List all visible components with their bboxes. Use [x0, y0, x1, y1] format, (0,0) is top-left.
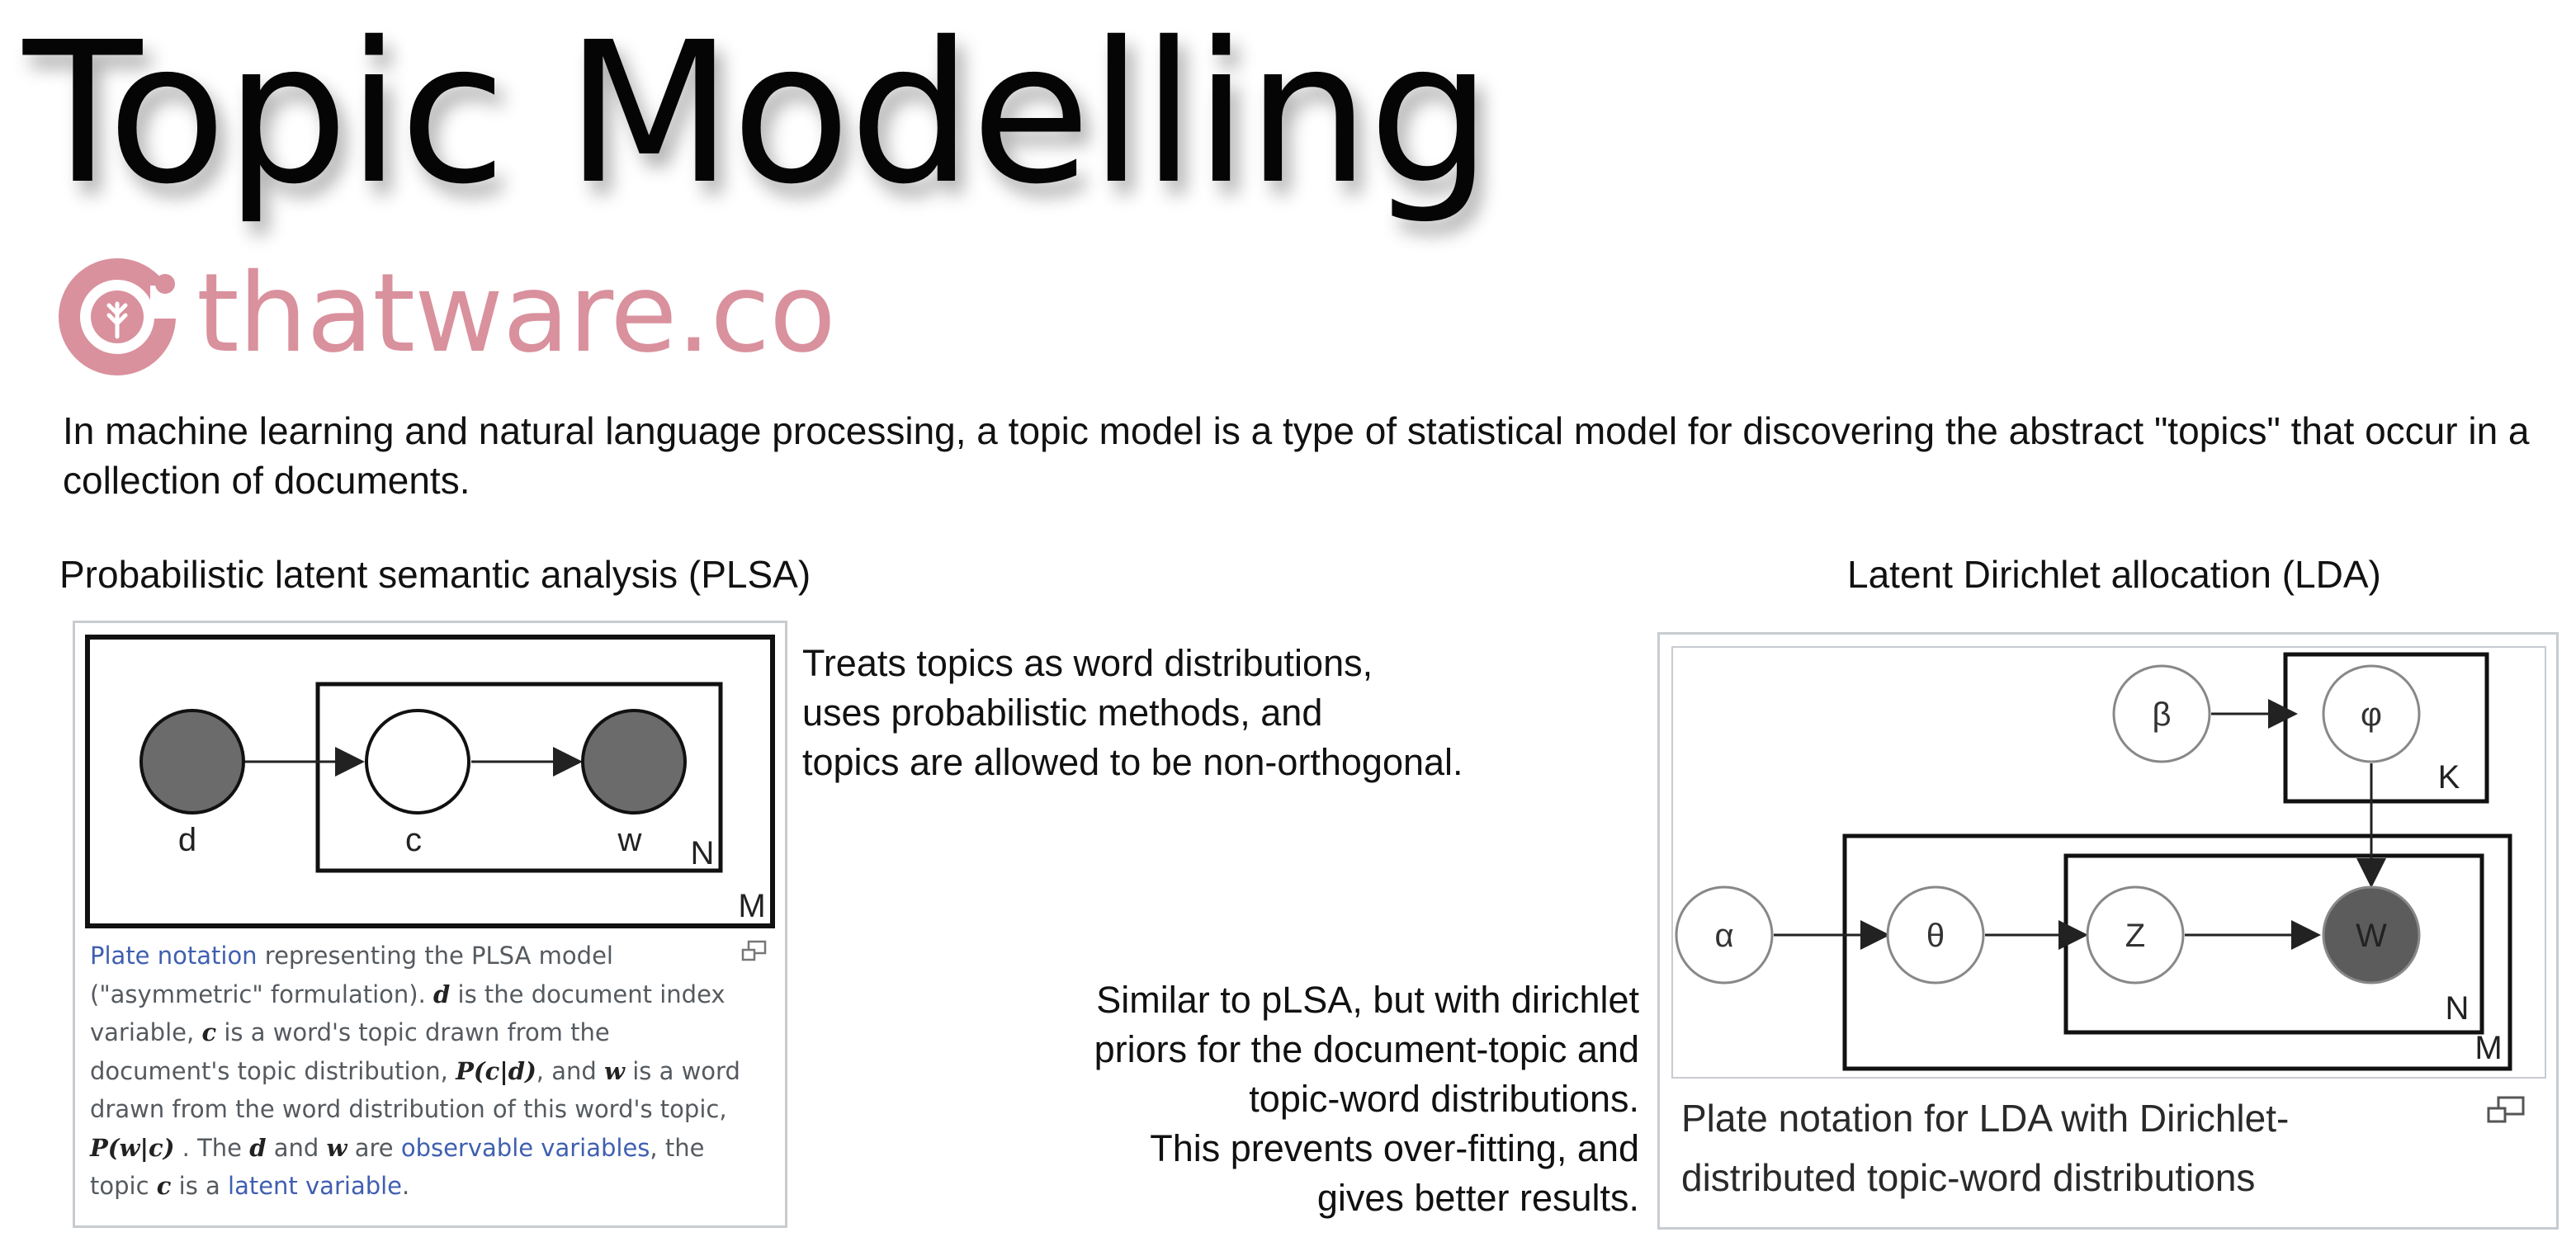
node-d-label: d: [177, 822, 197, 858]
lda-description-line: This prevents over-fitting, and: [1150, 1127, 1639, 1169]
plate-n-label: N: [2445, 990, 2470, 1027]
lda-caption-line: Plate notation for LDA with Dirichlet-: [1681, 1097, 2290, 1140]
node-c-label: c: [405, 822, 422, 858]
lda-caption-line: distributed topic-word distributions: [1681, 1156, 2256, 1199]
plsa-description-line: Treats topics as word distributions,: [802, 642, 1373, 684]
enlarge-icon[interactable]: [740, 940, 768, 963]
enlarge-icon[interactable]: [2485, 1095, 2526, 1126]
plsa-heading: Probabilistic latent semantic analysis (PLSA): [59, 553, 811, 596]
plsa-caption: Plate notation representing the PLSA model ("asymmetric" formulation). d is the document index variable, c is a word's topic drawn from the document's topic distribution, P(c|d), and w is a word drawn from the word distribution of this word's topic, P(w|c) . The d and w are observable variables, the topic c is a latent variable.: [90, 942, 740, 1200]
node-c: [366, 711, 469, 813]
node-z-label: Z: [2125, 918, 2146, 954]
plsa-figure: [73, 621, 787, 1228]
lda-caption: [1681, 1088, 2474, 1207]
node-phi-label: φ: [2361, 696, 2382, 733]
lda-diagram: [1671, 646, 2548, 1079]
node-theta-label: θ: [1926, 918, 1945, 954]
link-observable-variables[interactable]: observable variables: [400, 1133, 650, 1162]
node-alpha-label: α: [1714, 918, 1734, 954]
plate-m-label: M: [2474, 1030, 2503, 1066]
brand-name: thatware.co: [196, 250, 835, 377]
link-latent-variable[interactable]: latent variable: [228, 1172, 403, 1200]
node-beta-label: β: [2152, 696, 2172, 733]
brand-logo: [51, 250, 835, 377]
node-w-label: w: [617, 822, 642, 858]
lda-figure: [1657, 632, 2559, 1230]
lda-description-line: gives better results.: [1316, 1177, 1639, 1219]
node-w-label: W: [2356, 918, 2387, 954]
plsa-diagram: [85, 635, 775, 937]
lda-heading: Latent Dirichlet allocation (LDA): [1847, 553, 2381, 596]
link-plate-notation[interactable]: Plate notation: [90, 942, 258, 970]
lda-description: [990, 975, 1639, 1223]
node-d: [141, 711, 243, 813]
plsa-description-line: uses probabilistic methods, and: [802, 692, 1323, 734]
plsa-description: [802, 639, 1463, 787]
thatware-logo-icon: [51, 253, 191, 376]
page-title: Topic Modelling: [23, 0, 1491, 227]
plate-k-label: K: [2437, 759, 2460, 796]
lda-description-line: priors for the document-topic and: [1094, 1028, 1639, 1070]
intro-paragraph: In machine learning and natural language processing, a topic model is a type of statistical model for discovering the abstract "topics" that occur in a collection of documents.: [63, 409, 2530, 502]
plate-n-label: N: [690, 835, 715, 871]
plate-m-label: M: [738, 888, 766, 924]
plsa-description-line: topics are allowed to be non-orthogonal.: [802, 741, 1463, 783]
lda-description-line: topic-word distributions.: [1249, 1078, 1639, 1120]
node-w: [583, 711, 685, 813]
lda-description-line: Similar to pLSA, but with dirichlet: [1096, 979, 1639, 1021]
